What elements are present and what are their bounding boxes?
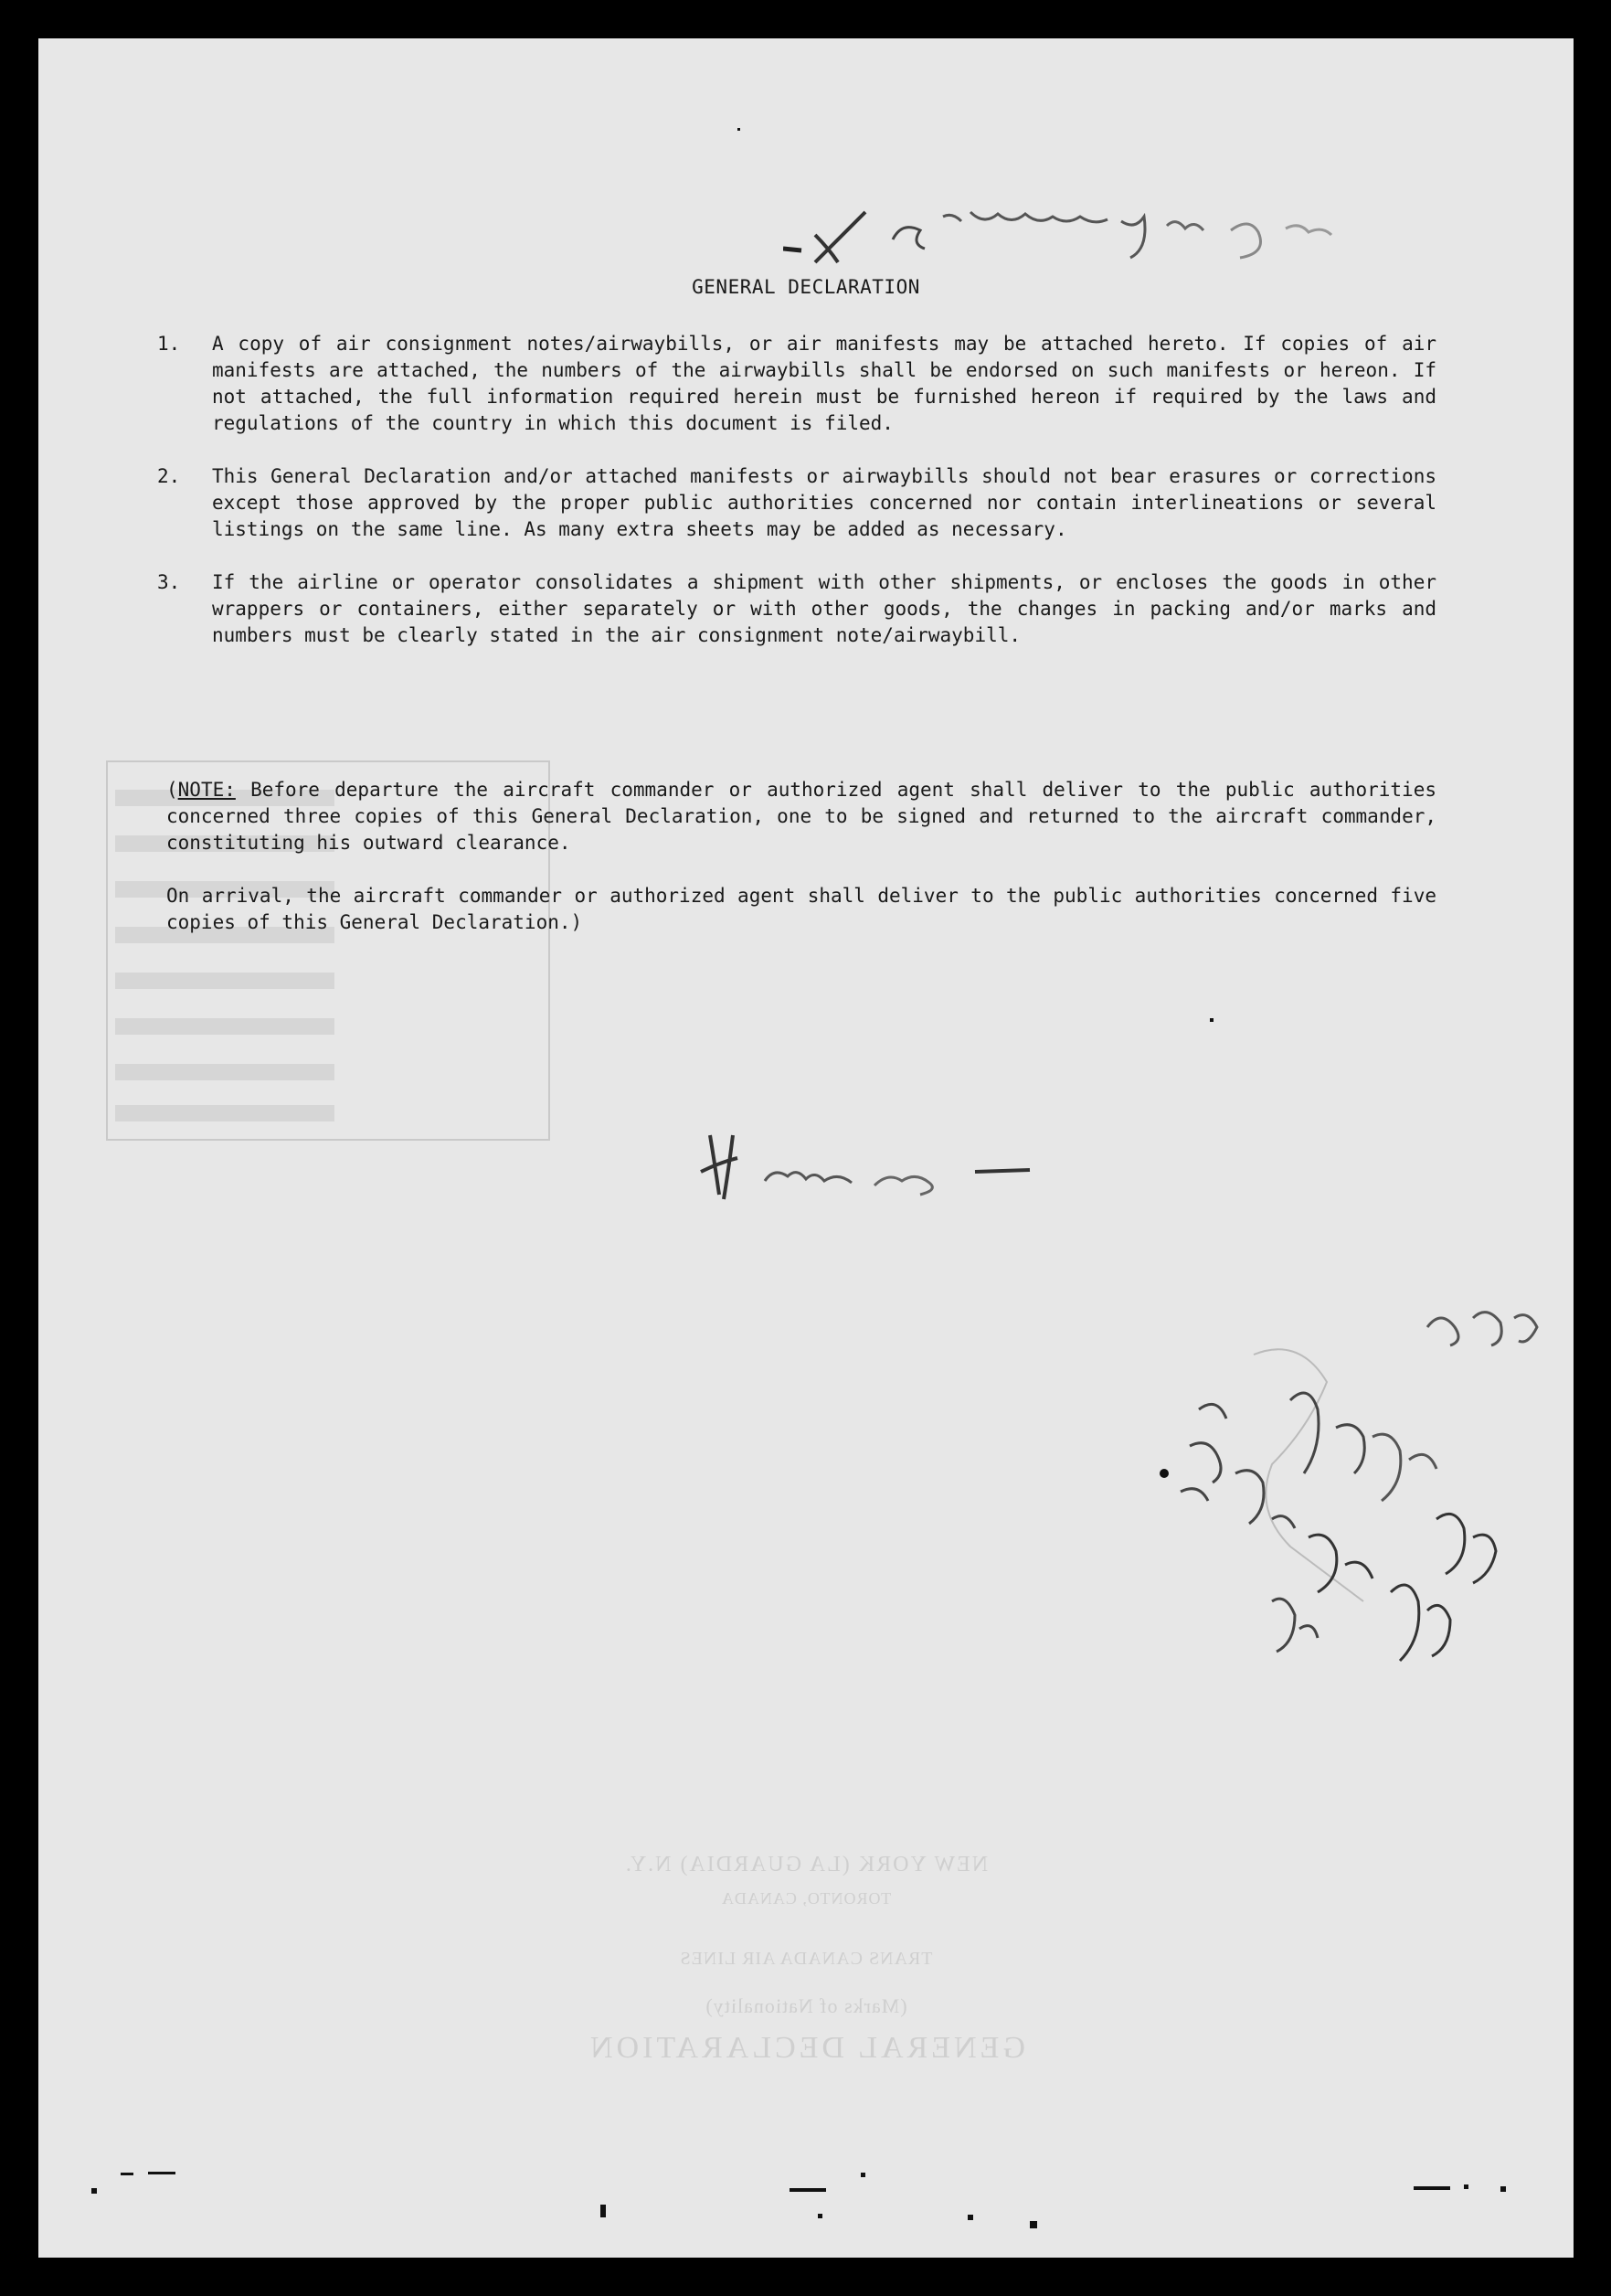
speck [1464,2184,1468,2189]
speck [1414,2186,1450,2190]
bleed-through-line [115,973,334,989]
speck [968,2215,973,2220]
speck [148,2172,175,2174]
speck [600,2205,606,2217]
bleed-through-text: TRANS CANADA AIR LINES [679,1949,933,1969]
speck [121,2173,133,2175]
speck [790,2188,826,2192]
list-item [157,463,1436,543]
speck [818,2214,822,2218]
item-number: 2. [157,465,181,487]
list-item [157,331,1436,437]
item-text: A copy of air consignment notes/airwaybills, or air manifests may be attached hereto. If copies of air manifests are attached, the numbers of the airwaybills shall be endorsed on such manifests or hereon. If not attached, the full information required herein must be furnished hereon if required by the laws and regulations of the country in which this document is filed. [212,333,1436,434]
speck [1500,2186,1506,2192]
note-paragraph-1: (NOTE: Before departure the aircraft commander or authorized agent shall deliver to the public authorities concerned three copies of this General Declaration, one to be signed and returned to the aircraft commander, constituting his outward clearance. [166,779,1436,854]
instruction-list [157,331,1436,675]
item-text: If the airline or operator consolidates a shipment with other shipments, or encloses the goods in other wrappers or containers, either separately or with other goods, the changes in packing and/or marks and numbers must be clearly stated in the air consignment note/airwaybill. [212,571,1436,646]
bleed-through-text: GENERAL DECLARATION [587,2031,1025,2065]
handwritten-scrawl-middle [692,1117,1076,1217]
speck [91,2188,97,2194]
document-title: GENERAL DECLARATION [692,276,920,298]
speck [861,2173,865,2177]
note-text-1: Before departure the aircraft commander or authorized agent shall deliver to the public authorities concerned three copies of this General Declaration, one to be signed and returned to the aircraft commander, constituting his outward clearance. [166,779,1436,854]
item-number: 1. [157,333,181,355]
bleed-through-line [115,1064,334,1080]
document-sheet [38,38,1574,2258]
bleed-through-text: TORONTO, CANADA [720,1889,892,1908]
handwritten-scrawl-top [783,175,1350,285]
list-item [157,569,1436,649]
note-label: NOTE: [177,779,236,801]
item-text: This General Declaration and/or attached manifests or airwaybills should not bear erasures or corrections except those approved by the proper public authorities concerned nor contain interlineations or several listings on the same line. As many extra sheets may be added as necessary. [212,465,1436,540]
note-paragraph-2: On arrival, the aircraft commander or authorized agent shall deliver to the public authorities concerned five copies of this General Declaration.) [166,885,1436,933]
handwritten-signature [1089,1300,1564,1738]
speck [1210,1018,1214,1022]
speck [737,128,740,131]
bleed-through-text: (Marks of Nationality) [705,1994,907,2017]
item-number: 3. [157,571,181,593]
bleed-through-text: NEW YORK (LA GUARDIA) N.Y. [623,1853,989,1876]
note-block [166,777,1436,962]
bleed-through-line [115,1105,334,1121]
speck [1030,2221,1037,2228]
bleed-through-line [115,1018,334,1035]
